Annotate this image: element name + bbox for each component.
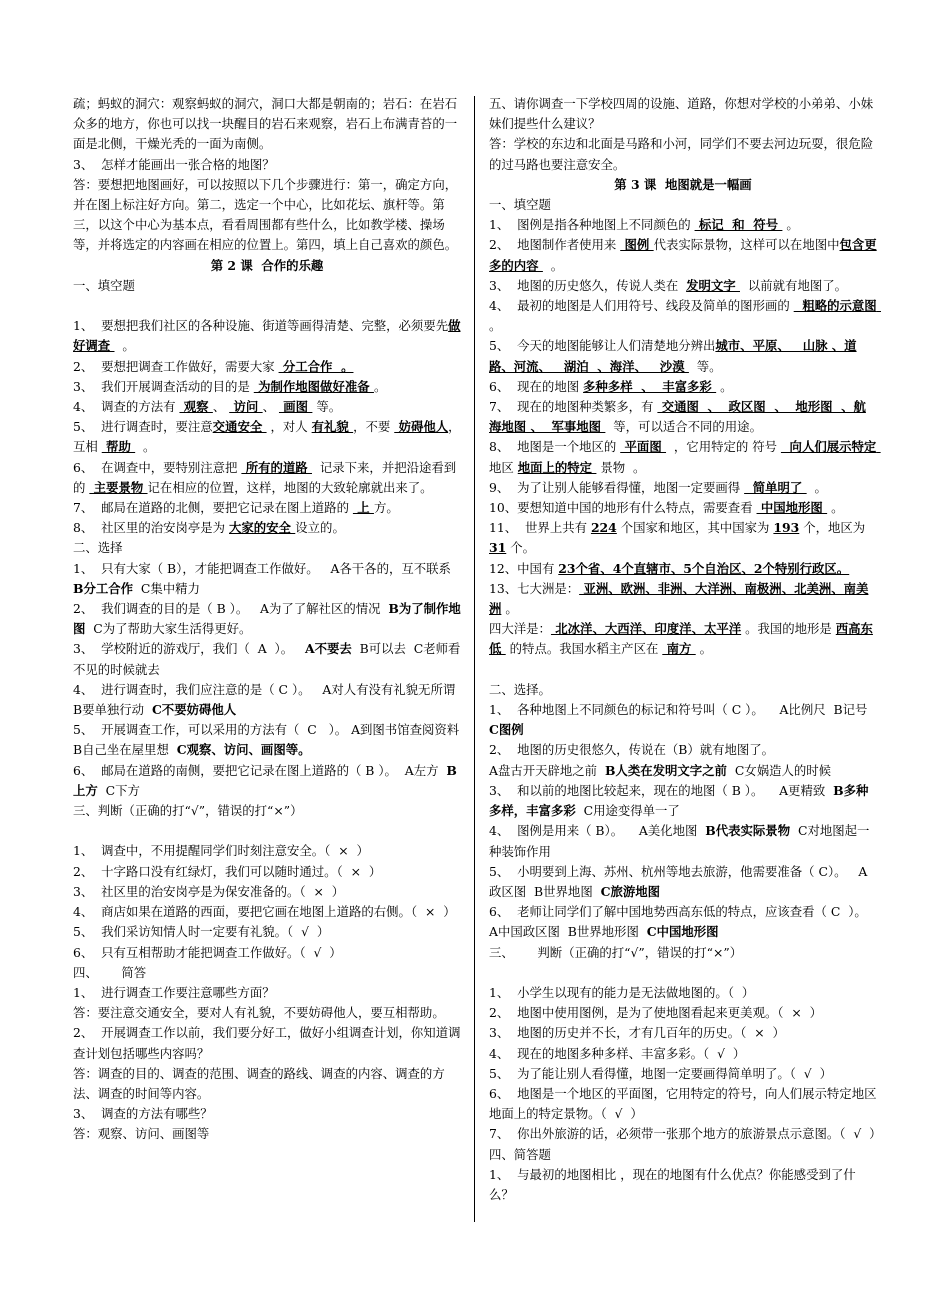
answer-underlined: 南方 [662, 641, 696, 657]
text-segment: 8、 社区里的治安岗亭是为 [73, 520, 229, 536]
answer-underlined: 地面上的特定 [517, 459, 597, 475]
text-segment: C对地图起一种装饰作用 [489, 823, 870, 859]
text-line [489, 862, 877, 902]
text-segment: 1、 各种地图上不同颜色的标记和符号叫（ C ）。 A比例尺 B记号 [489, 702, 876, 718]
answer-bold: B代表实际景物 [705, 823, 791, 839]
text-line [73, 922, 461, 942]
text-segment: 4、 调查的方法有 [73, 399, 180, 415]
text-segment: 6、 只有互相帮助才能把调查工作做好。（ √ ） [73, 944, 342, 960]
text-segment: 三、判断（正确的打“√”，错误的打“×”） [73, 803, 303, 819]
text-line [73, 1023, 461, 1063]
text-line [73, 1104, 461, 1124]
text-line [489, 437, 885, 477]
text-line [489, 579, 877, 619]
answer-underlined: 西高东低 [489, 621, 873, 657]
answer-underlined: 观察 [179, 399, 213, 415]
text-segment: 、 [212, 399, 230, 415]
text-line [489, 336, 877, 376]
text-line [489, 518, 877, 558]
text-line [73, 1064, 461, 1104]
answer-underlined: 交通安全 [212, 419, 267, 435]
text-segment: 等。 [688, 358, 722, 374]
text-segment: 7、 邮局在道路的北侧，要把它记录在图上道路的 [73, 500, 353, 516]
text-line [489, 680, 877, 700]
text-segment: 6、 老师让同学们了解中国地势西高东低的特点，应该查看（ C ）。 A中国政区图 B世界地形图 [489, 904, 879, 940]
text-line [489, 276, 877, 296]
text-segment: C为了帮助大家生活得更好。 [85, 621, 252, 637]
answer-underlined: 画图 [278, 399, 313, 415]
answer-underlined: 193 [773, 520, 800, 536]
text-line [73, 639, 461, 679]
text-line [489, 134, 877, 174]
text-segment: 5、 我们采访知情人时一定要有礼貌。（ √ ） [73, 924, 330, 940]
text-segment: 6、 在调查中，要特别注意把 [73, 459, 242, 475]
text-segment: C集中精力 [133, 580, 200, 596]
text-line [489, 619, 877, 659]
text-segment: 5、 为了能让别人看得懂，地图一定要画得简单明了。（ √ ） [489, 1065, 832, 1081]
text-segment: 7、 现在的地图种类繁多，有 [489, 399, 658, 415]
text-line [73, 559, 461, 599]
text-segment: 答：调查的目的、调查的范围、调查的路线、调查的内容、调查的方法、调查的时间等内容。 [73, 1065, 445, 1101]
answer-underlined: 所有的道路 [241, 459, 312, 475]
text-line [73, 720, 468, 760]
text-line [73, 902, 461, 922]
text-line [73, 377, 461, 397]
text-line [73, 680, 464, 720]
text-segment: 1、 进行调查工作要注意哪些方面？ [73, 984, 275, 1000]
text-line [73, 963, 461, 983]
text-segment: 5、 小明要到上海、苏州、杭州等地去旅游，他需要准备（ C）。 A政区图 B世界地图 [489, 863, 868, 899]
text-segment: 3、 社区里的治安岗亭是为保安准备的。（ × ） [73, 883, 345, 899]
answer-bold: C不要妨碍他人 [151, 702, 237, 718]
answer-bold: B为了制作地图 [73, 601, 461, 637]
text-segment: 6、 现在的地图 [489, 378, 584, 394]
text-line [489, 781, 877, 821]
answer-bold: A不要去 [304, 641, 352, 657]
answer-underlined: 为制作地图做好准备 [253, 378, 374, 394]
answer-underlined: 交通图 、 政区图 、 地形图 、航海地图 、 军事地图 [489, 399, 866, 435]
text-line [73, 417, 461, 457]
text-segment: 。 [489, 298, 889, 334]
answer-underlined: 分工合作 。 [278, 358, 354, 374]
text-segment: 11、 世界上共有 [489, 520, 591, 536]
text-line [73, 1124, 461, 1144]
text-segment: 5、 今天的地图能够让人们清楚地分辨出 [489, 338, 716, 354]
answer-underlined: 发明文字 [686, 277, 740, 293]
text-segment: 2、 十字路口没有红绿灯，我们可以随时通过。（ × ） [73, 863, 382, 879]
text-segment: C女娲造人的时候 [726, 762, 832, 778]
text-segment: 5、 开展调查工作，可以采用的方法有（ C ）。 A到图书馆查阅资料 B自己坐在屋里想 [73, 722, 468, 758]
answer-underlined: 标记 和 符号 [694, 217, 783, 233]
left-column [73, 94, 468, 1145]
answer-underlined: 图例 [620, 237, 654, 253]
text-line [489, 1003, 877, 1023]
text-line [73, 397, 461, 417]
text-line [489, 498, 877, 518]
answer-bold: B分工合作 [73, 580, 134, 596]
blank-line [73, 821, 461, 841]
text-segment: 个。 [506, 540, 535, 556]
text-segment: ，不要 [353, 419, 395, 435]
text-line [73, 175, 461, 256]
text-segment: A盘古开天辟地之前 [489, 762, 605, 778]
text-line [73, 862, 461, 882]
text-line [73, 155, 461, 175]
text-segment: 等，可以适合不同的用途。 [605, 419, 762, 435]
text-segment: 记录下来，并把沿途看到的 [73, 459, 457, 495]
text-segment: 1、 小学生以现有的能力是无法做地图的。（ ） [489, 984, 755, 1000]
lesson-title: 第 2 课 合作的乐趣 [210, 257, 324, 273]
text-segment: 记在相应的位置，这样，地图的大致轮廓就出来了。 [147, 479, 433, 495]
text-segment: 个，地区为 [799, 520, 870, 536]
text-segment: 10、要想知道中国的地形有什么特点，需要查看 [489, 500, 757, 516]
text-segment: 三、 判断（正确的打“√”，错误的打“×”） [489, 944, 743, 960]
answer-underlined: 向人们展示特定 [780, 439, 881, 455]
text-segment: 。 [806, 479, 827, 495]
text-segment: 8、 地图是一个地区的 [489, 439, 621, 455]
answer-underlined: 粗略的示意图 [793, 298, 881, 314]
text-line [489, 1044, 877, 1064]
answer-bold: C图例 [489, 722, 524, 738]
text-segment: 方。 [373, 500, 399, 516]
answer-underlined: 大家的安全 [229, 520, 296, 536]
text-segment: 1、 与最初的地图相比 ，现在的地图有什么优点？你能感受到了什么？ [489, 1166, 856, 1202]
answer-underlined: 访问 [229, 399, 263, 415]
text-segment: 4、 图例是用来（ B）。 A美化地图 [489, 823, 706, 839]
text-line [489, 1023, 877, 1043]
text-line [73, 841, 461, 861]
text-line [489, 1145, 877, 1165]
text-line [73, 801, 461, 821]
text-segment: 疏；蚂蚁的洞穴：观察蚂蚁的洞穴，洞口大都是朝南的；岩石：在岩石众多的地方，你也可以找一块醒目的岩石来观察，岩石上布满青苔的一面是北侧，干燥光秃的一面为南侧。 [73, 96, 458, 152]
answer-underlined: 城市、平原、 山脉 、道路、河流、 湖泊 、海洋、 沙漠 [489, 338, 857, 374]
text-segment: 9、 为了让别人能够看得懂，地图一定要画得 [489, 479, 745, 495]
blank-line [489, 660, 877, 680]
answer-underlined: 包含更多的内容 [489, 237, 877, 273]
text-line [489, 377, 877, 397]
text-line [489, 195, 877, 215]
text-line [489, 235, 877, 275]
answer-underlined: 做好调查 [73, 318, 461, 354]
text-segment: 等。 [312, 399, 342, 415]
text-segment: ，它用特定的 符号 [666, 439, 781, 455]
text-segment: 2、 要想把调查工作做好，需要大家 [73, 358, 279, 374]
text-segment: 。 [716, 378, 733, 394]
text-segment: 4、 最初的地图是人们用符号、线段及简单的图形画的 [489, 298, 794, 314]
text-segment: 五、请你调查一下学校四周的设施、道路，你想对学校的小弟弟、小妹妹们提些什么建议？ [489, 96, 874, 132]
text-line [73, 458, 461, 498]
answer-underlined: 主要景物 [89, 479, 148, 495]
text-line [489, 215, 877, 235]
text-segment: 景物 。 [596, 459, 646, 475]
text-line [73, 983, 461, 1003]
text-segment: 答：学校的东边和北面是马路和小河，同学们不要去河边玩耍，很危险的过马路也要注意安全。 [489, 136, 874, 172]
text-line [489, 700, 877, 740]
answer-underlined: 224 [590, 520, 617, 536]
text-segment: 6、 地图是一个地区的平面图，它用特定的符号，向人们展示特定地区地面上的特定景物。（ √ ） [489, 1085, 877, 1122]
text-segment: 。 [114, 338, 135, 354]
text-segment: 四大洋是： [489, 621, 551, 637]
text-segment: 。 [373, 378, 387, 394]
text-segment: C下方 [97, 782, 140, 798]
text-segment: 2、 地图制作者使用来 [489, 237, 621, 253]
text-line [73, 316, 461, 356]
text-line [73, 276, 461, 296]
text-segment: 。 [542, 257, 564, 273]
text-segment: 一、填空题 [489, 197, 551, 213]
text-segment: 5、 进行调查时，要注意 [73, 419, 213, 435]
answer-underlined: 23个省、4个直辖市、5个自治区、2个特别行政区。 [558, 560, 850, 576]
text-segment: 2、 我们调查的目的是（ B ）。 A为了了解社区的情况 [73, 601, 389, 617]
answer-bold: B人类在发明文字之前 [604, 762, 727, 778]
text-line [489, 821, 877, 861]
text-line [73, 498, 461, 518]
answer-underlined: 中国地形图 [756, 500, 828, 516]
text-segment: 。 [827, 500, 844, 516]
answer-bold: B多种多样，丰富多彩 [489, 782, 869, 819]
text-line [489, 94, 877, 134]
text-segment: 代表实际景物，这样可以在地图中 [653, 237, 840, 253]
blank-line [73, 296, 461, 316]
text-segment: 。我国的地形是 [741, 621, 836, 637]
text-line [489, 943, 877, 963]
text-segment: 。 [695, 641, 713, 657]
right-column [489, 94, 889, 1205]
text-segment: 4、 现在的地图多种多样、丰富多彩。（ √ ） [489, 1045, 746, 1061]
answer-underlined: 平面图 [620, 439, 667, 455]
text-line [73, 1003, 461, 1023]
text-segment: 以前就有地图了。 [740, 277, 848, 293]
text-segment: 4、 商店如果在道路的西面，要把它画在地图上道路的右侧。（ × ） [73, 904, 456, 920]
text-segment: 1、 要想把我们社区的各种设施、街道等画得清楚、完整，必须要先 [73, 318, 449, 334]
text-line [489, 983, 877, 1003]
text-line [489, 1124, 882, 1144]
text-line [489, 761, 877, 781]
text-line [489, 1165, 877, 1205]
text-segment: 3、 地图的历史并不长，才有几百年的历史。（ × ） [489, 1025, 785, 1041]
answer-underlined: 多种多样 、 丰富多彩 [583, 378, 717, 394]
column-divider [474, 96, 475, 1222]
text-segment: 2、 开展调查工作以前，我们要分好工，做好小组调查计划，你知道调查计划包括哪些内容吗？ [73, 1025, 461, 1061]
text-segment: 2、 地图中使用图例，是为了使地图看起来更美观。（ × ） [489, 1005, 823, 1021]
answer-underlined: 简单明了 [744, 479, 807, 495]
answer-bold: B上方 [73, 762, 457, 798]
text-segment: 3、 调查的方法有哪些？ [73, 1106, 213, 1122]
text-segment: 。 [501, 601, 518, 617]
answer-bold: C中国地形图 [646, 924, 719, 940]
text-segment: 。 [782, 217, 799, 233]
text-line [73, 538, 461, 558]
text-line [489, 478, 877, 498]
text-segment: 7、 你出外旅游的话，必须带一张那个地方的旅游景点示意图。（ √ ） [489, 1126, 882, 1142]
text-segment: 答：要注意交通安全，要对人有礼貌，不要妨碍他人，要互相帮助。 [73, 1005, 445, 1021]
text-segment: 个国家和地区，其中国家为 [616, 520, 774, 536]
text-segment: 12、中国有 [489, 560, 559, 576]
text-segment: 1、 图例是指各种地图上不同颜色的 [489, 217, 695, 233]
answer-underlined: 有礼貌 [311, 419, 354, 435]
text-segment: 13、七大洲是： [489, 580, 580, 596]
text-segment: 答：要想把地图画好，可以按照以下几个步骤进行：第一，确定方向，并在图上标注好方向。第二，选定一个中心，比如花坛、旗杆等。第三，以这个中心为基本点，看看周围都有些什么，比如教学楼、操场等，并将选定的内容画在相应的位置上。第四，填上自己喜欢的颜色。 [73, 176, 458, 253]
text-segment: 1、 调查中，不用提醒同学们时刻注意安全。（ × ） [73, 843, 369, 859]
answer-underlined: 亚洲、欧洲、非洲、大洋洲、南极洲、北美洲、南美洲 [489, 580, 869, 617]
text-segment: 3、 我们开展调查活动的目的是 [73, 378, 254, 394]
lesson-title: 第 3 课 地图就是一幅画 [614, 176, 752, 192]
text-segment: 。 [135, 439, 156, 455]
text-line [73, 94, 461, 155]
text-line [73, 357, 461, 377]
text-segment: C用途变得单一了 [575, 803, 680, 819]
text-line [73, 599, 461, 639]
text-segment: 二、选择。 [489, 681, 551, 697]
text-segment: ，互相 [73, 419, 461, 455]
answer-underlined: 北冰洋、大西洋、印度洋、太平洋 [550, 621, 742, 637]
text-line [489, 559, 877, 579]
blank-line [489, 963, 877, 983]
text-segment: 6、 邮局在道路的南侧，要把它记录在图上道路的（ B ）。 A左方 [73, 762, 447, 778]
text-segment: 四、简答题 [489, 1146, 551, 1162]
answer-underlined: 31 [489, 540, 507, 556]
text-line [489, 740, 877, 760]
text-segment: 、 [262, 399, 279, 415]
answer-underlined: 妨碍他人 [394, 419, 449, 435]
text-segment: ，对人 [266, 419, 312, 435]
answer-underlined: 帮助 [101, 439, 136, 455]
text-segment: 1、 只有大家（ B），才能把调查工作做好。 A各干各的，互不联系 [73, 560, 459, 576]
text-line [489, 1084, 877, 1124]
text-segment: 3、 和以前的地图比较起来，现在的地图（ B ）。 A更精致 [489, 782, 834, 798]
text-segment: 一、填空题 [73, 277, 135, 293]
text-line [489, 296, 889, 336]
text-segment: 3、 学校附近的游戏厅，我们（ A ）。 [73, 641, 305, 657]
text-line [489, 1064, 877, 1084]
text-segment: 4、 进行调查时，我们应注意的是（ C ）。 A对人有没有礼貌无所谓 B要单独行动 [73, 681, 464, 718]
answer-underlined: 上 [352, 500, 374, 516]
text-line [73, 943, 461, 963]
text-segment: 2、 地图的历史很悠久，传说在（B）就有地图了。 [489, 742, 775, 758]
text-segment: 四、 简答 [73, 964, 147, 980]
text-segment: 的特点。我国水稻主产区在 [505, 641, 663, 657]
answer-bold: C观察、访问、画图等。 [176, 742, 311, 758]
text-line [73, 518, 461, 538]
text-segment: 设立的。 [295, 520, 345, 536]
text-segment: B可以去 C老师看不见的时候就去 [73, 641, 461, 677]
text-segment: 3、 怎样才能画出一张合格的地图？ [73, 156, 275, 172]
text-line [73, 761, 461, 801]
text-line [73, 882, 461, 902]
text-segment: 地区 [489, 439, 885, 475]
text-segment: 二、选择 [73, 540, 123, 556]
text-segment: 3、 地图的历史悠久，传说人类在 [489, 277, 687, 293]
text-line [489, 397, 877, 437]
text-segment: 答：观察、访问、画图等 [73, 1126, 210, 1142]
answer-bold: C旅游地图 [600, 883, 661, 899]
text-line [489, 902, 877, 942]
